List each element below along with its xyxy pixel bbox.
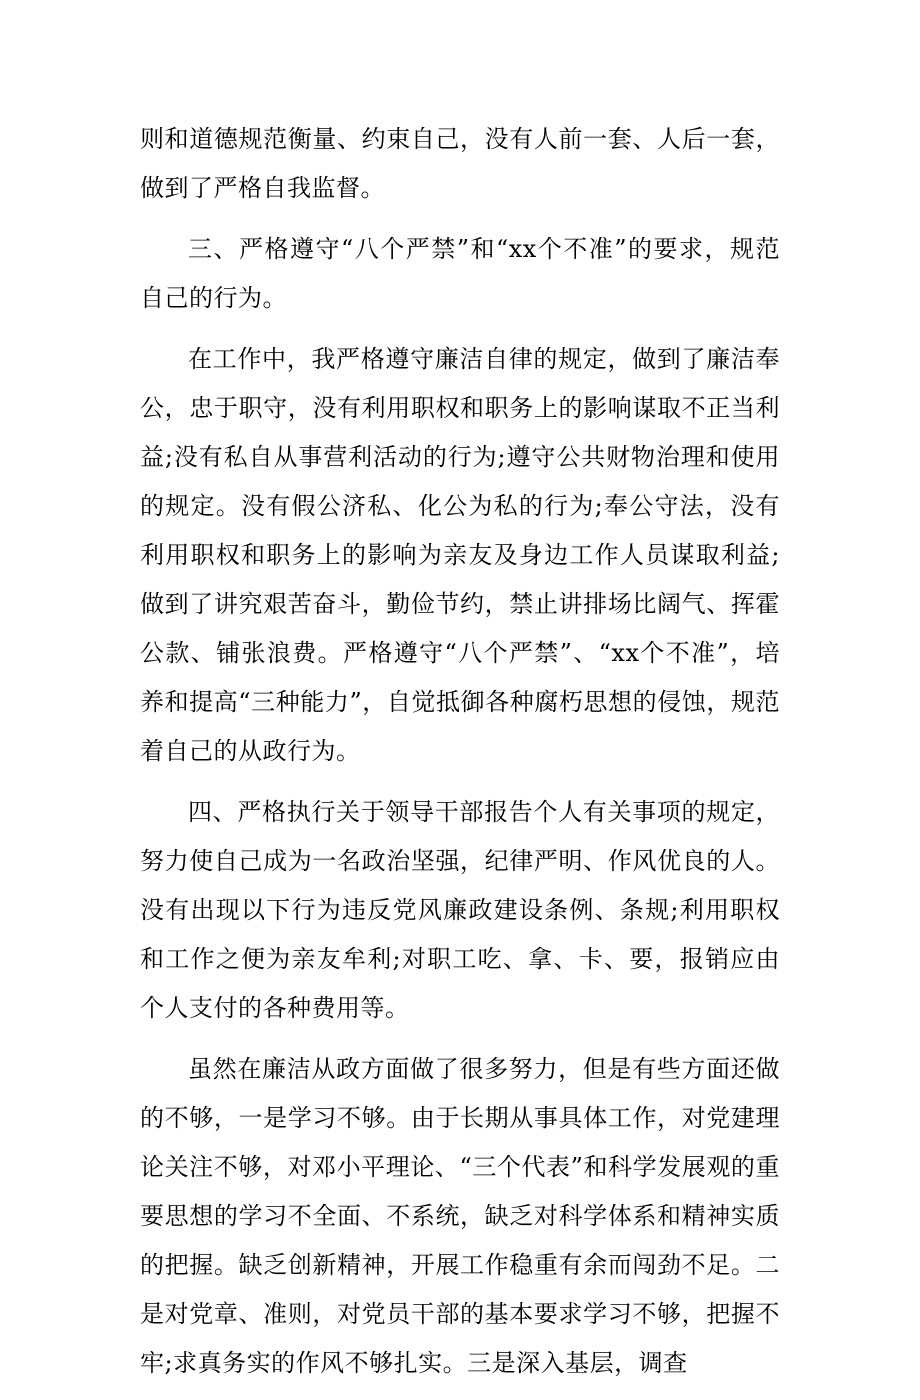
paragraph-section-three-heading: 三、严格遵守“八个严禁”和“xx个不准”的要求，规范自己的行为。 bbox=[140, 235, 780, 312]
paragraph-shortcomings: 虽然在廉洁从政方面做了很多努力，但是有些方面还做的不够，一是学习不够。由于长期从事具体工作，对党建理论关注不够，对邓小平理论、“三个代表”和科学发展观的重要思想的学习不全面、不系统，缺乏对科学体系和精神实质的把握。缺乏创新精神，开展工作稳重有余而闯劲不足。二是对党章、准则，对党员干部的基本要求学习不够，把握不牢;求真务实的作风不够扎实。三是深入基层，调查 bbox=[140, 1055, 780, 1377]
paragraph-section-four: 四、严格执行关于领导干部报告个人有关事项的规定，努力使自己成为一名政治坚强，纪律严明、作风优良的人。没有出现以下行为违反党风廉政建设条例、条规;利用职权和工作之便为亲友牟利;对职工吃、拿、卡、要，报销应由个人支付的各种费用等。 bbox=[140, 798, 780, 1022]
paragraph-continuation: 则和道德规范衡量、约束自己，没有人前一套、人后一套，做到了严格自我监督。 bbox=[140, 125, 780, 202]
paragraph-work-conduct: 在工作中，我严格遵守廉洁自律的规定，做到了廉洁奉公，忠于职守，没有利用职权和职务上的影响谋取不正当利益;没有私自从事营利活动的行为;遵守公共财物治理和使用的规定。没有假公济私、化公为私的行为;奉公守法，没有利用职权和职务上的影响为亲友及身边工作人员谋取利益;做到了讲究艰苦奋斗，勤俭节约，禁止讲排场比阔气、挥霍公款、铺张浪费。严格遵守“八个严禁”、“xx个不准”，培养和提高“三种能力”，自觉抵御各种腐朽思想的侵蚀，规范着自己的从政行为。 bbox=[140, 345, 780, 765]
document-body bbox=[140, 115, 780, 1400]
